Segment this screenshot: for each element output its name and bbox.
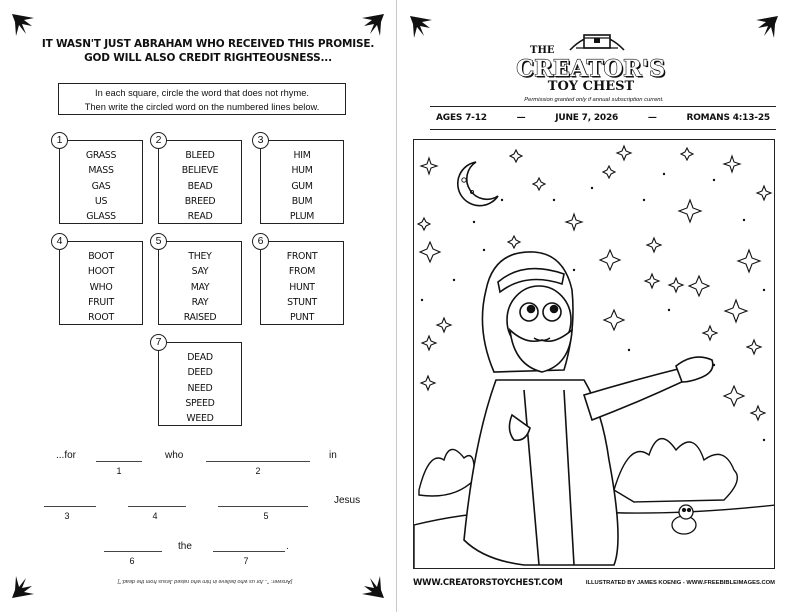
palm-leaf-corner-icon [754, 14, 780, 40]
small-animal-figure [672, 505, 696, 534]
permission-notice: Permission granted only if annual subscription current. [524, 97, 664, 103]
blank-number: 4 [152, 511, 158, 521]
puzzle-word[interactable]: RAISED [183, 312, 217, 324]
puzzle-word[interactable]: BLEED [185, 150, 215, 161]
star-icon [420, 242, 440, 262]
rhyme-puzzle-5 [155, 235, 242, 325]
sentence-period: . [286, 541, 289, 552]
lesson-date: JUNE 7, 2026 [555, 113, 619, 123]
puzzle-number: 1 [51, 132, 68, 149]
palm-leaf-corner-icon [10, 12, 36, 38]
separator-dash: — [647, 113, 657, 123]
puzzle-word[interactable]: BREED [184, 195, 216, 207]
website-link[interactable]: WWW.CREATORSTOYCHEST.COM [413, 578, 563, 588]
puzzle-number: 2 [150, 132, 167, 149]
rhyme-puzzle-4 [56, 235, 143, 325]
star-icon [751, 406, 765, 420]
activity-heading [40, 37, 376, 65]
puzzle-number: 7 [150, 334, 167, 351]
star-icon [645, 274, 659, 288]
puzzle-word[interactable]: PLUM [289, 211, 315, 223]
scripture-reference: ROMANS 4:13-25 [686, 113, 770, 123]
star-icon [725, 300, 747, 322]
sentence-word-the: the [178, 541, 192, 552]
puzzle-word[interactable]: HUM [291, 165, 313, 177]
star-icon [757, 186, 771, 200]
creators-toy-chest-logo [516, 26, 666, 106]
star-icon [422, 336, 436, 350]
star-icon [647, 238, 661, 252]
puzzle-word[interactable]: ROOT [88, 312, 114, 324]
star-icon [510, 150, 522, 162]
puzzle-word[interactable]: BELIEVE [181, 165, 219, 177]
puzzle-word[interactable]: FRUIT [88, 296, 114, 308]
puzzle-word[interactable]: GRASS [85, 150, 117, 161]
puzzle-word[interactable]: WHO [89, 281, 113, 293]
puzzle-word[interactable]: MASS [88, 165, 114, 177]
blank-number: 6 [129, 556, 135, 566]
separator-dash: — [516, 113, 526, 123]
puzzle-word[interactable]: DEAD [187, 352, 213, 363]
heading-line-1: IT WASN'T JUST ABRAHAM WHO RECEIVED THIS PROMISE. [41, 38, 375, 50]
puzzle-number: 5 [150, 233, 167, 250]
rhyme-puzzle-6 [257, 235, 344, 325]
puzzle-word[interactable]: WEED [186, 413, 214, 425]
crescent-moon-icon [458, 162, 498, 206]
coloring-picture-svg [414, 140, 775, 569]
puzzle-word[interactable]: RAY [191, 296, 209, 308]
palm-leaf-corner-icon [408, 14, 434, 40]
puzzle-number: 3 [252, 132, 269, 149]
puzzle-word[interactable]: STUNT [287, 296, 317, 308]
puzzle-word[interactable]: BUM [291, 195, 313, 207]
puzzle-word[interactable]: SAY [191, 266, 209, 278]
puzzle-word[interactable]: PUNT [289, 312, 315, 324]
star-icon [600, 250, 620, 270]
stars-group [418, 146, 771, 420]
abraham-coloring-illustration [413, 139, 775, 569]
star-icon [533, 178, 545, 190]
puzzle-word[interactable]: NEED [187, 382, 213, 394]
blank-number: 1 [116, 466, 122, 476]
palm-leaf-corner-icon [360, 12, 386, 38]
palm-leaf-corner-icon [360, 574, 386, 600]
logo-toy-chest: TOY CHEST [547, 79, 635, 94]
treasure-chest-icon [568, 26, 626, 52]
answer-blank-4[interactable] [128, 506, 186, 507]
rhyme-puzzle-1 [56, 134, 143, 224]
blank-number: 3 [64, 511, 70, 521]
heading-line-2: GOD WILL ALSO CREDIT RIGHTEOUSNESS... [84, 52, 332, 64]
puzzle-word[interactable]: GAS [91, 180, 111, 192]
puzzle-word[interactable]: GLASS [86, 211, 116, 223]
answer-blank-2[interactable] [206, 461, 310, 462]
upside-down-answer-key: [Answer: "...for us who believe in him who raised Jesus from the dead."] [117, 578, 293, 584]
sentence-word-in: in [329, 450, 337, 461]
instructions-line-1: In each square, circle the word that does not rhyme. [95, 88, 309, 98]
sentence-word-jesus: Jesus [334, 495, 361, 506]
puzzle-word[interactable]: SPEED [185, 397, 215, 409]
puzzle-word[interactable]: BOOT [88, 251, 114, 262]
puzzle-word[interactable]: READ [187, 211, 213, 223]
right-page [396, 0, 792, 612]
star-icon [617, 146, 631, 160]
puzzle-word[interactable]: HIM [293, 150, 311, 161]
star-icon [738, 250, 760, 272]
rhyme-puzzle-3 [257, 134, 344, 224]
instructions-box [58, 83, 346, 115]
puzzle-word[interactable]: THEY [188, 251, 212, 262]
sentence-word-who: who [165, 450, 184, 461]
puzzle-number: 4 [51, 233, 68, 250]
star-icon [421, 376, 435, 390]
puzzle-number: 6 [252, 233, 269, 250]
puzzle-word[interactable]: HOOT [87, 266, 115, 278]
puzzle-word[interactable]: BEAD [187, 180, 213, 192]
puzzle-word[interactable]: GUM [291, 180, 313, 192]
lesson-info-bar [430, 106, 776, 130]
star-icon [421, 158, 437, 174]
sentence-word-for: ...for [56, 450, 77, 461]
blank-number: 5 [263, 511, 269, 521]
star-icon [437, 318, 451, 332]
star-icon [418, 218, 430, 230]
blank-number: 2 [255, 466, 261, 476]
star-icon [679, 200, 701, 222]
star-icon [681, 148, 693, 160]
star-icon [669, 278, 683, 292]
palm-leaf-corner-icon [10, 574, 36, 600]
blank-number: 7 [243, 556, 249, 566]
answer-blank-1[interactable] [96, 461, 142, 462]
star-icon [689, 276, 709, 296]
answer-blank-7[interactable] [213, 551, 285, 552]
answer-blank-6[interactable] [104, 551, 162, 552]
page-footer [413, 575, 775, 591]
star-icon [566, 214, 582, 230]
star-icon [747, 340, 761, 354]
puzzle-word[interactable]: MAY [190, 281, 210, 293]
illustrator-credit: ILLUSTRATED BY JAMES KOENIG - WWW.FREEBIBLEIMAGES.COM [585, 580, 775, 586]
age-range: AGES 7-12 [436, 113, 487, 123]
rhyme-puzzle-7 [155, 336, 242, 426]
star-icon [508, 236, 520, 248]
puzzle-word[interactable]: US [94, 195, 108, 207]
star-icon [724, 156, 740, 172]
puzzle-word[interactable]: FRONT [286, 251, 318, 262]
star-icon [724, 386, 744, 406]
logo-creators: CREATOR'S [516, 56, 666, 82]
instructions-line-2: Then write the circled word on the numbered lines below. [84, 102, 320, 112]
puzzle-word[interactable]: DEED [187, 367, 213, 379]
puzzle-word[interactable]: FROM [288, 266, 316, 278]
rhyme-puzzle-2 [155, 134, 242, 224]
answer-blank-5[interactable] [218, 506, 308, 507]
answer-blank-3[interactable] [44, 506, 96, 507]
star-icon [604, 310, 624, 330]
star-icon [603, 166, 615, 178]
puzzle-word[interactable]: HUNT [289, 281, 315, 293]
logo-the: THE [530, 45, 555, 56]
star-icon [703, 326, 717, 340]
